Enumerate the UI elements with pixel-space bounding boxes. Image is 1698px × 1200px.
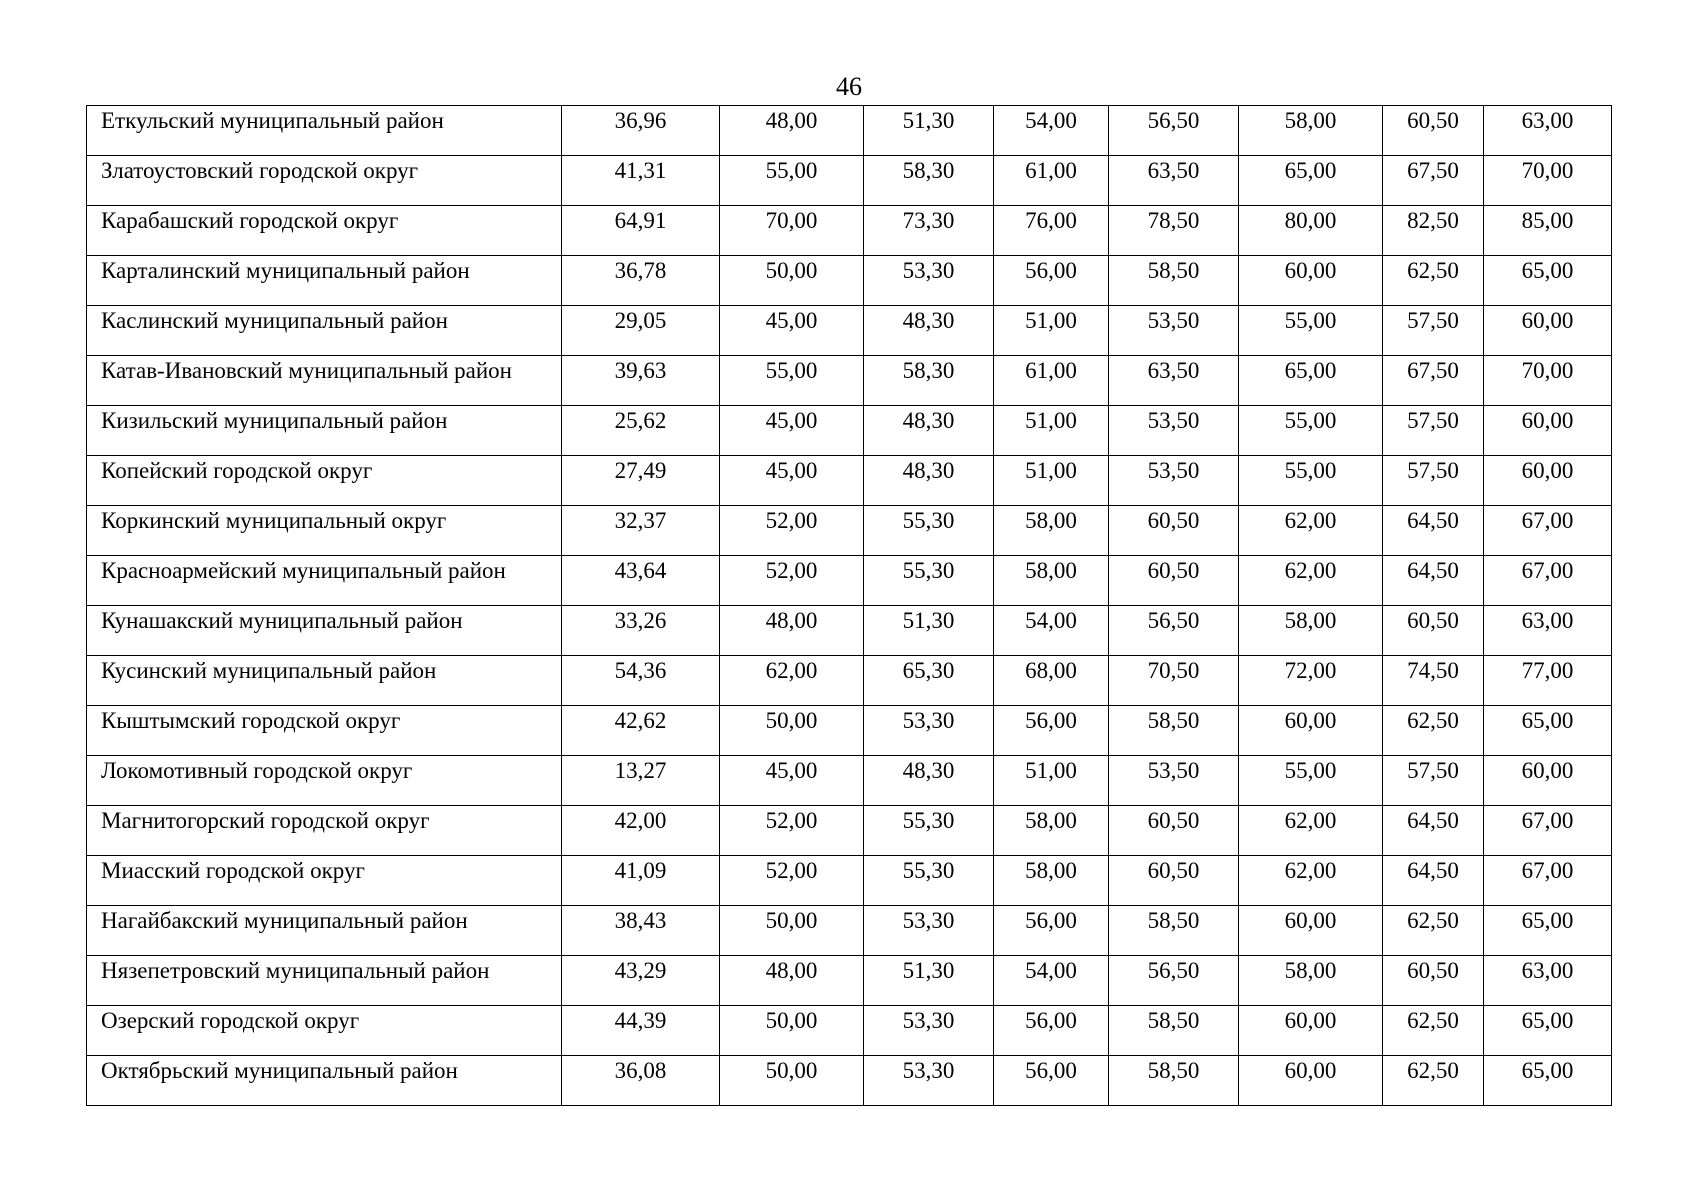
value-cell: 53,50 [1109,306,1239,356]
value-cell: 13,27 [562,756,720,806]
value-cell: 51,30 [864,956,994,1006]
table-row [87,856,1612,906]
value-cell: 62,00 [1239,856,1383,906]
value-cell: 65,00 [1484,1056,1612,1106]
value-cell: 57,50 [1383,456,1484,506]
value-cell: 42,62 [562,706,720,756]
value-cell: 68,00 [994,656,1109,706]
value-cell: 67,00 [1484,856,1612,906]
value-cell: 58,30 [864,156,994,206]
value-cell: 65,30 [864,656,994,706]
value-cell: 52,00 [720,506,864,556]
value-cell: 58,50 [1109,1056,1239,1106]
value-cell: 58,00 [1239,956,1383,1006]
value-cell: 60,00 [1484,456,1612,506]
value-cell: 55,00 [720,356,864,406]
value-cell: 67,00 [1484,506,1612,556]
value-cell: 41,09 [562,856,720,906]
municipality-name-cell: Красноармейский муниципальный район [87,556,562,606]
table-row [87,706,1612,756]
value-cell: 56,00 [994,906,1109,956]
value-cell: 62,00 [1239,806,1383,856]
value-cell: 50,00 [720,256,864,306]
value-cell: 64,50 [1383,506,1484,556]
table-row [87,756,1612,806]
value-cell: 60,00 [1239,1056,1383,1106]
value-cell: 54,00 [994,606,1109,656]
municipality-name-cell: Златоустовский городской округ [87,156,562,206]
value-cell: 72,00 [1239,656,1383,706]
municipality-name-cell: Каслинский муниципальный район [87,306,562,356]
value-cell: 80,00 [1239,206,1383,256]
value-cell: 55,30 [864,806,994,856]
value-cell: 55,00 [720,156,864,206]
value-cell: 45,00 [720,306,864,356]
table-row [87,606,1612,656]
value-cell: 48,00 [720,956,864,1006]
value-cell: 56,50 [1109,606,1239,656]
value-cell: 56,00 [994,256,1109,306]
municipality-name-cell: Карабашский городской округ [87,206,562,256]
value-cell: 82,50 [1383,206,1484,256]
value-cell: 58,00 [994,856,1109,906]
table-row [87,506,1612,556]
value-cell: 57,50 [1383,306,1484,356]
value-cell: 50,00 [720,906,864,956]
value-cell: 50,00 [720,1006,864,1056]
municipality-name-cell: Магнитогорский городской округ [87,806,562,856]
value-cell: 58,00 [1239,606,1383,656]
value-cell: 38,43 [562,906,720,956]
value-cell: 55,30 [864,556,994,606]
value-cell: 64,50 [1383,856,1484,906]
value-cell: 60,50 [1109,856,1239,906]
table-row [87,306,1612,356]
value-cell: 58,30 [864,356,994,406]
value-cell: 36,08 [562,1056,720,1106]
table-row [87,206,1612,256]
municipality-name-cell: Еткульский муниципальный район [87,106,562,156]
value-cell: 77,00 [1484,656,1612,706]
value-cell: 60,00 [1239,256,1383,306]
value-cell: 70,00 [720,206,864,256]
table-row [87,906,1612,956]
value-cell: 48,00 [720,606,864,656]
value-cell: 55,00 [1239,306,1383,356]
value-cell: 56,00 [994,1056,1109,1106]
value-cell: 44,39 [562,1006,720,1056]
value-cell: 62,50 [1383,706,1484,756]
table-row [87,806,1612,856]
municipality-name-cell: Нагайбакский муниципальный район [87,906,562,956]
value-cell: 70,00 [1484,356,1612,406]
municipality-name-cell: Озерский городской округ [87,1006,562,1056]
table-row [87,456,1612,506]
value-cell: 76,00 [994,206,1109,256]
value-cell: 58,50 [1109,256,1239,306]
value-cell: 58,50 [1109,906,1239,956]
value-cell: 58,50 [1109,706,1239,756]
value-cell: 36,96 [562,106,720,156]
value-cell: 53,50 [1109,456,1239,506]
table-row [87,1056,1612,1106]
value-cell: 73,30 [864,206,994,256]
value-cell: 53,30 [864,906,994,956]
value-cell: 43,64 [562,556,720,606]
table-row [87,106,1612,156]
value-cell: 52,00 [720,856,864,906]
value-cell: 63,00 [1484,106,1612,156]
value-cell: 62,00 [1239,556,1383,606]
value-cell: 62,50 [1383,1056,1484,1106]
table-body [87,106,1612,1106]
value-cell: 58,00 [994,506,1109,556]
value-cell: 55,00 [1239,456,1383,506]
page-number: 46 [836,72,862,101]
value-cell: 78,50 [1109,206,1239,256]
value-cell: 45,00 [720,756,864,806]
value-cell: 61,00 [994,356,1109,406]
value-cell: 39,63 [562,356,720,406]
value-cell: 51,30 [864,106,994,156]
value-cell: 65,00 [1484,1006,1612,1056]
value-cell: 48,00 [720,106,864,156]
municipality-name-cell: Копейский городской округ [87,456,562,506]
municipality-name-cell: Кусинский муниципальный район [87,656,562,706]
value-cell: 54,00 [994,956,1109,1006]
value-cell: 52,00 [720,806,864,856]
value-cell: 70,50 [1109,656,1239,706]
table-row [87,1006,1612,1056]
value-cell: 57,50 [1383,406,1484,456]
value-cell: 45,00 [720,406,864,456]
value-cell: 64,50 [1383,806,1484,856]
value-cell: 51,00 [994,306,1109,356]
value-cell: 56,00 [994,706,1109,756]
value-cell: 36,78 [562,256,720,306]
value-cell: 45,00 [720,456,864,506]
value-cell: 55,00 [1239,756,1383,806]
value-cell: 56,50 [1109,956,1239,1006]
table-row [87,556,1612,606]
table-row [87,956,1612,1006]
value-cell: 51,30 [864,606,994,656]
table-row [87,656,1612,706]
value-cell: 67,00 [1484,556,1612,606]
table-row [87,356,1612,406]
value-cell: 65,00 [1484,906,1612,956]
value-cell: 60,00 [1484,306,1612,356]
value-cell: 63,00 [1484,606,1612,656]
value-cell: 60,50 [1383,606,1484,656]
value-cell: 53,50 [1109,756,1239,806]
value-cell: 58,00 [994,556,1109,606]
value-cell: 48,30 [864,456,994,506]
value-cell: 58,50 [1109,1006,1239,1056]
value-cell: 42,00 [562,806,720,856]
value-cell: 61,00 [994,156,1109,206]
value-cell: 54,00 [994,106,1109,156]
value-cell: 67,50 [1383,156,1484,206]
value-cell: 58,00 [994,806,1109,856]
value-cell: 58,00 [1239,106,1383,156]
value-cell: 60,50 [1109,506,1239,556]
value-cell: 60,50 [1383,956,1484,1006]
value-cell: 65,00 [1239,156,1383,206]
value-cell: 60,00 [1239,1006,1383,1056]
value-cell: 64,50 [1383,556,1484,606]
value-cell: 60,50 [1109,806,1239,856]
municipality-name-cell: Катав-Ивановский муниципальный район [87,356,562,406]
value-cell: 57,50 [1383,756,1484,806]
value-cell: 85,00 [1484,206,1612,256]
value-cell: 60,00 [1239,906,1383,956]
value-cell: 62,00 [720,656,864,706]
value-cell: 56,50 [1109,106,1239,156]
municipality-name-cell: Миасский городской округ [87,856,562,906]
table-row [87,156,1612,206]
value-cell: 60,50 [1383,106,1484,156]
value-cell: 27,49 [562,456,720,506]
value-cell: 53,50 [1109,406,1239,456]
value-cell: 33,26 [562,606,720,656]
value-cell: 32,37 [562,506,720,556]
value-cell: 29,05 [562,306,720,356]
table-row [87,256,1612,306]
value-cell: 25,62 [562,406,720,456]
value-cell: 43,29 [562,956,720,1006]
value-cell: 60,50 [1109,556,1239,606]
value-cell: 65,00 [1484,706,1612,756]
value-cell: 53,30 [864,1056,994,1106]
value-cell: 62,50 [1383,256,1484,306]
value-cell: 48,30 [864,306,994,356]
value-cell: 62,50 [1383,906,1484,956]
value-cell: 55,30 [864,856,994,906]
value-cell: 48,30 [864,406,994,456]
value-cell: 74,50 [1383,656,1484,706]
value-cell: 63,50 [1109,156,1239,206]
value-cell: 41,31 [562,156,720,206]
value-cell: 65,00 [1484,256,1612,306]
value-cell: 52,00 [720,556,864,606]
value-cell: 62,50 [1383,1006,1484,1056]
municipality-name-cell: Локомотивный городской округ [87,756,562,806]
value-cell: 53,30 [864,1006,994,1056]
table-row [87,406,1612,456]
value-cell: 63,50 [1109,356,1239,406]
value-cell: 51,00 [994,406,1109,456]
value-cell: 63,00 [1484,956,1612,1006]
value-cell: 60,00 [1239,706,1383,756]
value-cell: 55,00 [1239,406,1383,456]
municipality-name-cell: Кизильский муниципальный район [87,406,562,456]
value-cell: 65,00 [1239,356,1383,406]
value-cell: 51,00 [994,456,1109,506]
municipality-name-cell: Карталинский муниципальный район [87,256,562,306]
value-cell: 51,00 [994,756,1109,806]
municipality-name-cell: Кунашакский муниципальный район [87,606,562,656]
value-cell: 50,00 [720,706,864,756]
value-cell: 60,00 [1484,406,1612,456]
value-cell: 62,00 [1239,506,1383,556]
municipality-name-cell: Нязепетровский муниципальный район [87,956,562,1006]
value-cell: 64,91 [562,206,720,256]
value-cell: 53,30 [864,706,994,756]
value-cell: 53,30 [864,256,994,306]
value-cell: 67,00 [1484,806,1612,856]
value-cell: 56,00 [994,1006,1109,1056]
value-cell: 70,00 [1484,156,1612,206]
value-cell: 55,30 [864,506,994,556]
value-cell: 54,36 [562,656,720,706]
value-cell: 67,50 [1383,356,1484,406]
data-table [86,105,1612,1106]
value-cell: 48,30 [864,756,994,806]
municipality-name-cell: Кыштымский городской округ [87,706,562,756]
municipality-name-cell: Октябрьский муниципальный район [87,1056,562,1106]
value-cell: 60,00 [1484,756,1612,806]
value-cell: 50,00 [720,1056,864,1106]
municipality-name-cell: Коркинский муниципальный округ [87,506,562,556]
